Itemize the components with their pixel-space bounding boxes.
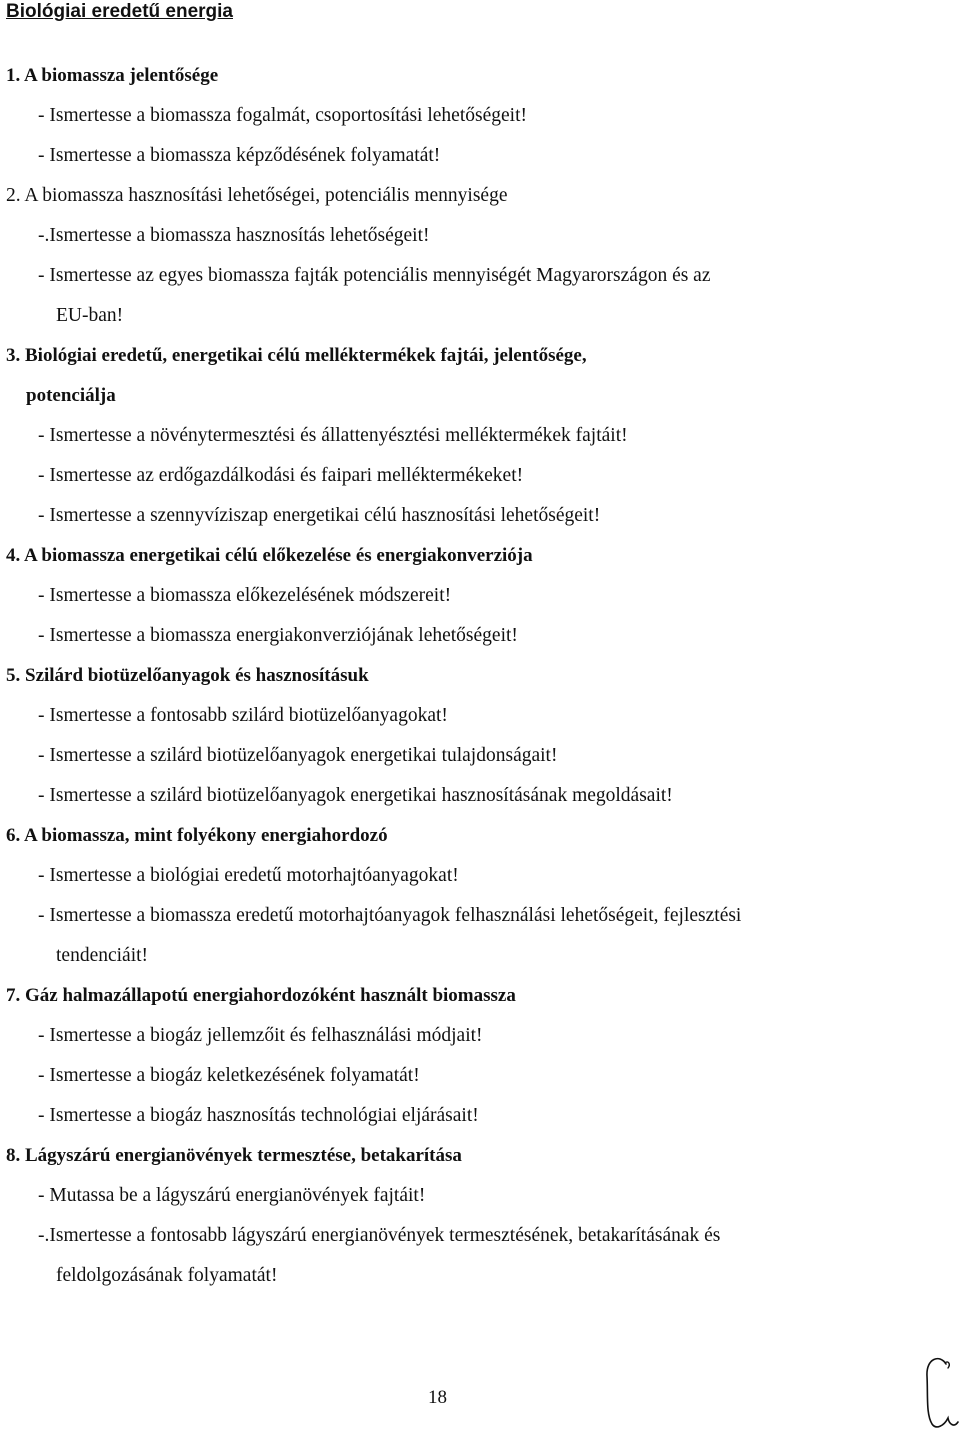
section-8-item-2: -.Ismertesse a fontosabb lágyszárú energianövények termesztésének, betakarításának és [38,1225,721,1246]
section-3-item-3: - Ismertesse a szennyvíziszap energetikai célú hasznosítási lehetőségeit! [38,505,601,526]
page-number: 18 [428,1387,447,1408]
section-8-item-1: - Mutassa be a lágyszárú energianövények fajtáit! [38,1185,426,1206]
section-4-item-1: - Ismertesse a biomassza előkezelésének módszereit! [38,585,452,606]
section-8-heading: 8. Lágyszárú energianövények termesztése, betakarítása [6,1145,462,1166]
section-6-item-2-cont: tendenciáit! [56,945,149,966]
section-3-item-1: - Ismertesse a növénytermesztési és állattenyésztési melléktermékek fajtáit! [38,425,628,446]
section-3-heading-cont: potenciálja [26,385,116,406]
page-title: Biológiai eredetű energia [6,1,233,22]
section-7-item-2: - Ismertesse a biogáz keletkezésének folyamatát! [38,1065,420,1086]
handwritten-signature [918,1352,960,1432]
section-5-item-3: - Ismertesse a szilárd biotüzelőanyagok energetikai hasznosításának megoldásait! [38,785,673,806]
section-8-item-2-cont: feldolgozásának folyamatát! [56,1265,278,1286]
section-5-item-1: - Ismertesse a fontosabb szilárd biotüzelőanyagokat! [38,705,448,726]
section-4-item-2: - Ismertesse a biomassza energiakonverziójának lehetőségeit! [38,625,518,646]
section-6-heading: 6. A biomassza, mint folyékony energiahordozó [6,825,388,846]
section-6-item-2: - Ismertesse a biomassza eredetű motorhajtóanyagok felhasználási lehetőségeit, fejlesztési [38,905,742,926]
section-2-item-2: - Ismertesse az egyes biomassza fajták potenciális mennyiségét Magyarországon és az [38,265,711,286]
section-3-item-2: - Ismertesse az erdőgazdálkodási és faipari melléktermékeket! [38,465,524,486]
section-5-heading: 5. Szilárd biotüzelőanyagok és hasznosításuk [6,665,369,686]
section-1-item-1: - Ismertesse a biomassza fogalmát, csoportosítási lehetőségeit! [38,105,527,126]
section-7-heading: 7. Gáz halmazállapotú energiahordozóként használt biomassza [6,985,516,1006]
section-4-heading: 4. A biomassza energetikai célú előkezelése és energiakonverziója [6,545,533,566]
section-1-item-2: - Ismertesse a biomassza képződésének folyamatát! [38,145,441,166]
section-6-item-1: - Ismertesse a biológiai eredetű motorhajtóanyagokat! [38,865,459,886]
section-2-item-2-cont: EU-ban! [56,305,124,326]
section-2-heading: 2. A biomassza hasznosítási lehetőségei, potenciális mennyisége [6,185,508,206]
section-7-item-1: - Ismertesse a biogáz jellemzőit és felhasználási módjait! [38,1025,483,1046]
section-1-heading: 1. A biomassza jelentősége [6,65,219,86]
section-7-item-3: - Ismertesse a biogáz hasznosítás technológiai eljárásait! [38,1105,479,1126]
section-2-item-1: -.Ismertesse a biomassza hasznosítás lehetőségeit! [38,225,430,246]
section-3-heading: 3. Biológiai eredetű, energetikai célú melléktermékek fajtái, jelentősége, [6,345,587,366]
section-5-item-2: - Ismertesse a szilárd biotüzelőanyagok energetikai tulajdonságait! [38,745,558,766]
